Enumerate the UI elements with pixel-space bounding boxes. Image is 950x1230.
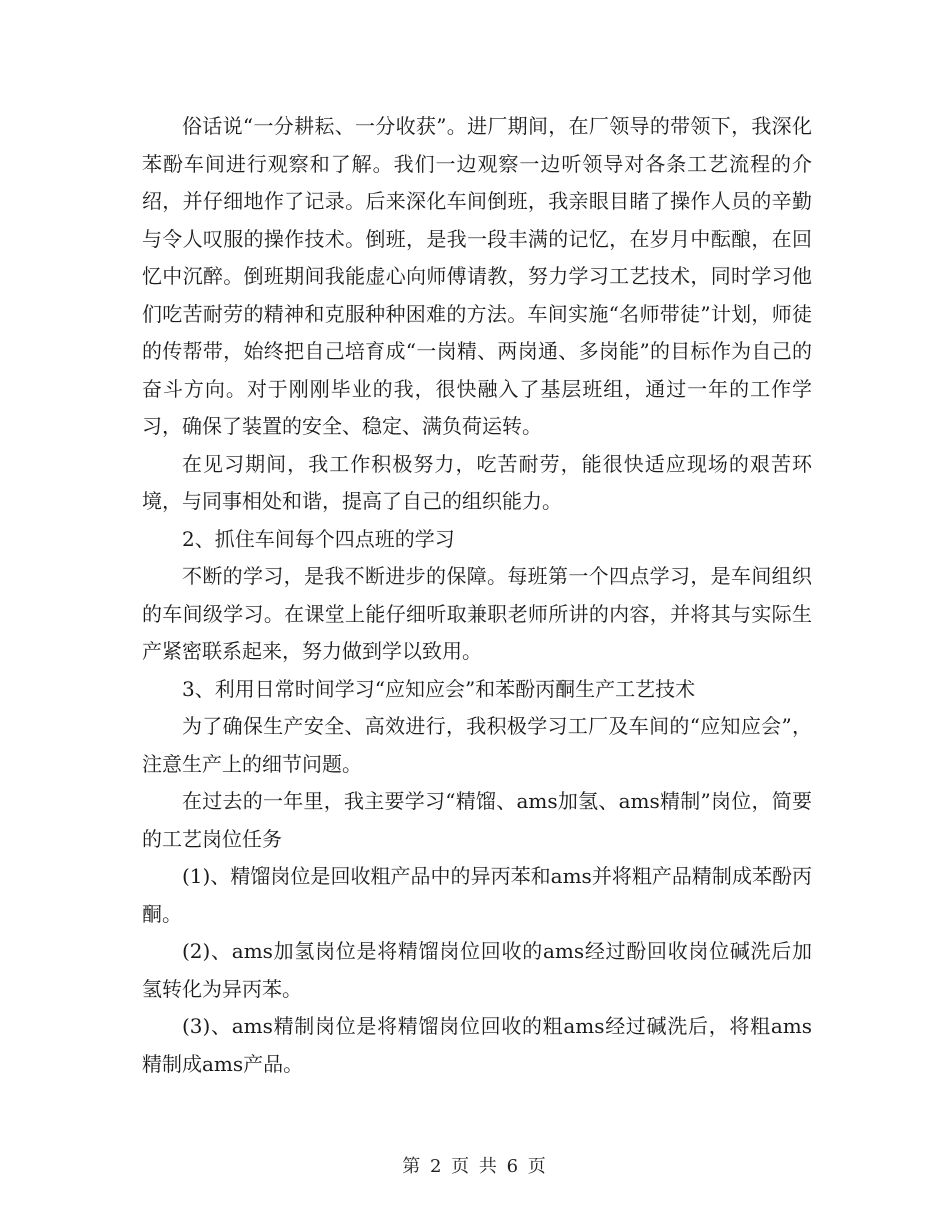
page-number-footer: 第 2 页 共 6 页 bbox=[402, 1156, 548, 1177]
list-item-2: (2)、ams加氢岗位是将精馏岗位回收的ams经过酚回收岗位碱洗后加氢转化为异丙苯。 bbox=[142, 939, 812, 1001]
list-item-3: (3)、ams精制岗位是将精馏岗位回收的粗ams经过碱洗后，将粗ams精制成ams产品。 bbox=[142, 1014, 812, 1076]
list-item-1: (1)、精馏岗位是回收粗产品中的异丙苯和ams并将粗产品精制成苯酚丙酮。 bbox=[142, 864, 812, 926]
document-body bbox=[142, 108, 812, 1083]
paragraph-intro: 俗话说“一分耕耘、一分收获”。进厂期间，在厂领导的带领下，我深化苯酚车间进行观察和了解。我们一边观察一边听领导对各条工艺流程的介绍，并仔细地作了记录。后来深化车间倒班，我亲眼目睹了操作人员的辛勤与令人叹服的操作技术。倒班，是我一段丰满的记忆，在岁月中酝酿，在回忆中沉醉。倒班期间我能虚心向师傅请教，努力学习工艺技术，同时学习他们吃苦耐劳的精神和克服种种困难的方法。车间实施“名师带徒”计划，师徒的传帮带，始终把自己培育成“一岗精、两岗通、多岗能”的目标作为自己的奋斗方向。对于刚刚毕业的我，很快融入了基层班组，通过一年的工作学习，确保了装置的安全、稳定、满负荷运转。 bbox=[142, 114, 812, 438]
section-heading-2: 2、抓住车间每个四点班的学习 bbox=[182, 526, 455, 551]
paragraph-internship: 在见习期间，我工作积极努力，吃苦耐劳，能很快适应现场的艰苦环境，与同事相处和谐，提高了自己的组织能力。 bbox=[142, 451, 812, 513]
paragraph-positions: 在过去的一年里，我主要学习“精馏、ams加氢、ams精制”岗位，简要的工艺岗位任务 bbox=[142, 789, 812, 851]
section-heading-3: 3、利用日常时间学习“应知应会”和苯酚丙酮生产工艺技术 bbox=[182, 676, 696, 701]
paragraph-study: 不断的学习，是我不断进步的保障。每班第一个四点学习，是车间组织的车间级学习。在课堂上能仔细听取兼职老师所讲的内容，并将其与实际生产紧密联系起来，努力做到学以致用。 bbox=[142, 564, 812, 663]
paragraph-safety: 为了确保生产安全、高效进行，我积极学习工厂及车间的“应知应会”，注意生产上的细节问题。 bbox=[142, 714, 812, 776]
